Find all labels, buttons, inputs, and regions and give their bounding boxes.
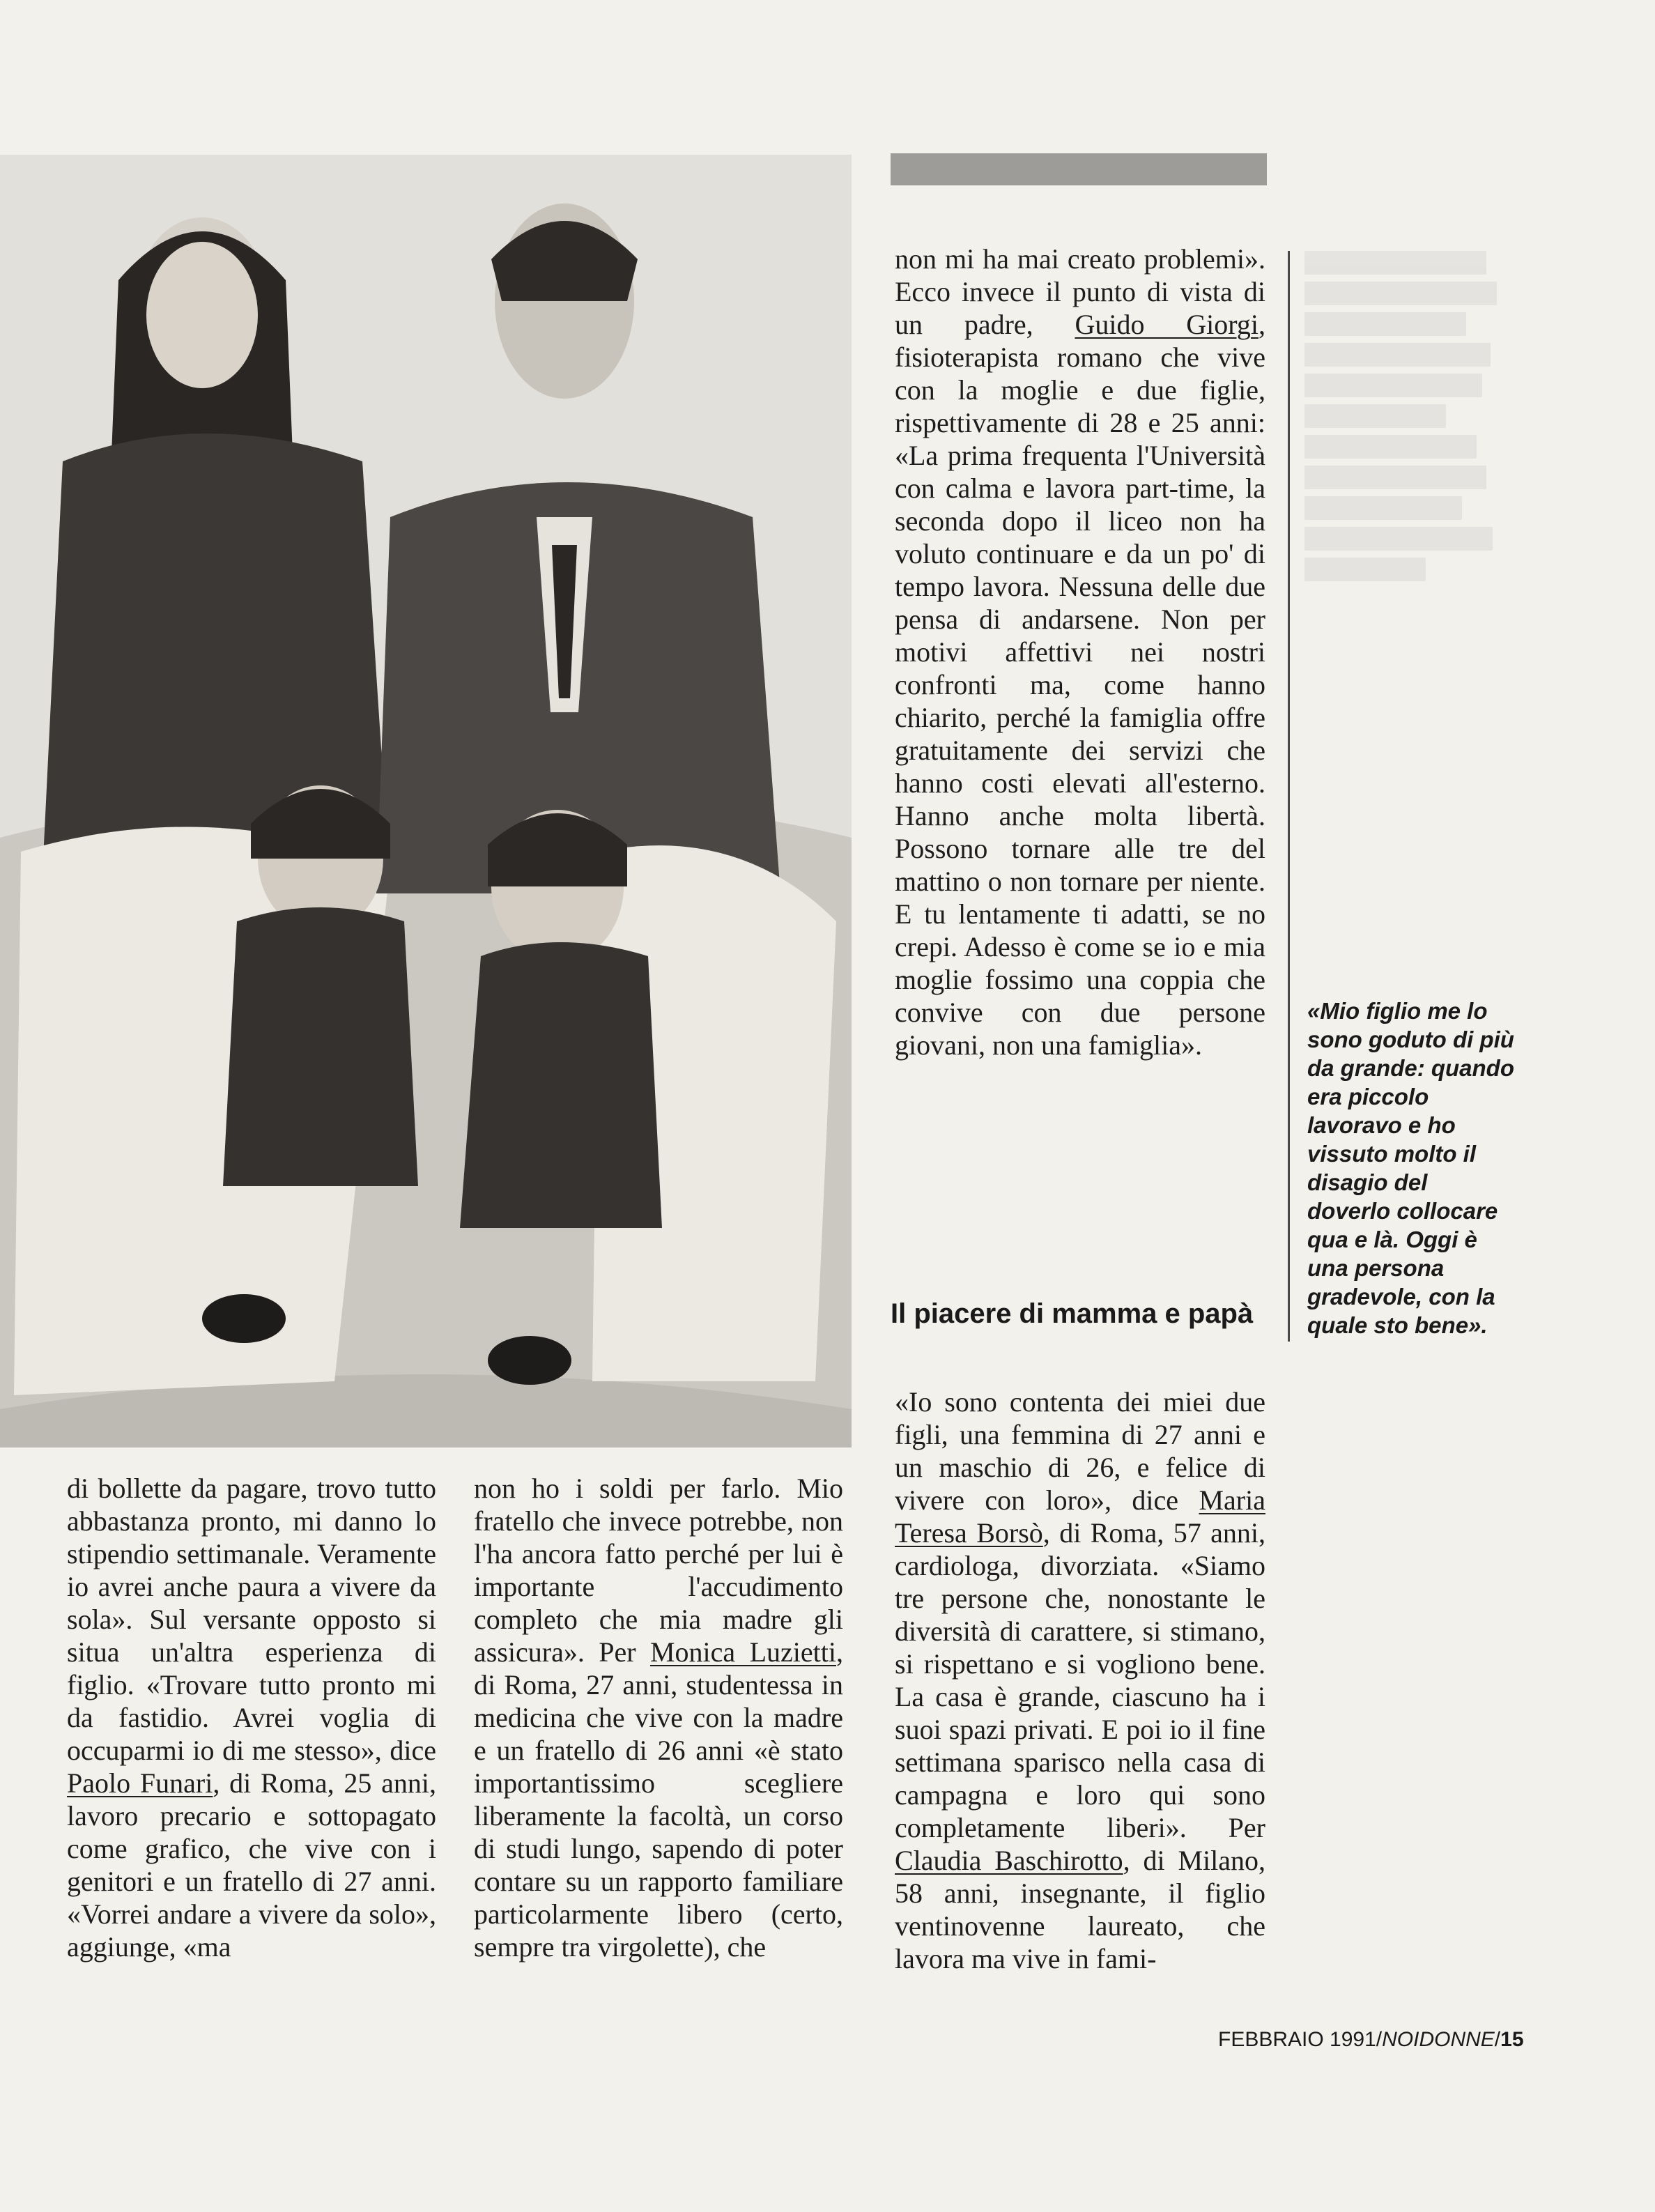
footer-magazine: NOIDONNE bbox=[1382, 2028, 1495, 2051]
section-header-bar bbox=[891, 153, 1267, 185]
footer-date: FEBBRAIO 1991/ bbox=[1218, 2028, 1383, 2051]
paragraph-paolo-funari bbox=[67, 1472, 436, 1963]
text-run: , di Roma, 27 anni, studentessa in medicina che vive con la madre e un fratello di 26 anni «è stato importantissimo scegliere liberamente la facoltà, un corso di studi lungo, sapendo di poter contare su un rapporto familiare particolarmente libero (certo, sempre tra virgolette), che bbox=[474, 1636, 843, 1963]
text-run: non ho i soldi per farlo. Mio fratello che invece potrebbe, non l'ha ancora fatto perché per lui è importante l'accudimento completo che mia madre gli assicura». Per bbox=[474, 1473, 843, 1668]
text-run: , fisioterapista romano che vive con la moglie e due figlie, rispettivamente di 28 e 25 anni: «La prima frequenta l'Università con calma e lavora part-time, la seconda dopo il liceo non ha voluto continuare e da un po' di tempo lavora. Nessuna delle due pensa di andarsene. Non per motivi affettivi nei nostri confronti ma, come hanno chiarito, perché la famiglia offre gratuitamente dei servizi che hanno costi elevati all'esterno. Hanno anche molta libertà. Possono tornare alle tre del mattino o non tornare per niente. E tu lentamente ti adatti, se no crepi. Adesso è come se io e mia moglie fossimo una coppia che convive con due persone giovani, non una famiglia». bbox=[895, 309, 1265, 1061]
text-run: , di Roma, 57 anni, cardiologa, divorziata. «Siamo tre persone che, nonostante le diversità di carattere, si stimano, si rispettano e si vogliono bene. La casa è grande, ciascuno ha i suoi spazi privati. E poi io il fine settimana sparisco nella casa di campagna e loro qui sono completamente liberi». Per bbox=[895, 1517, 1265, 1843]
article-column-middle bbox=[474, 1472, 843, 1963]
text-run: «Io sono contenta dei miei due figli, una femmina di 27 anni e un maschio di 26, e felice di vivere con loro», dice bbox=[895, 1386, 1265, 1516]
article-column-right-top bbox=[895, 243, 1265, 1061]
text-run: di bollette da pagare, trovo tutto abbastanza pronto, mi danno lo stipendio settimanale. Veramente io avrei anche paura a vivere da sola». Sul versante opposto si situa un'altra esperienza di figlio. «Trovare tutto pronto mi da fastidio. Avrei voglia di occuparmi io di me stesso», dice bbox=[67, 1473, 436, 1766]
bleed-through-text bbox=[1304, 251, 1507, 669]
name-maria-teresa-borso: Maria Teresa Borsò bbox=[895, 1484, 1265, 1549]
pull-quote: «Mio figlio me lo sono goduto di più da grande: quando era piccolo lavoravo e ho vissuto molto il disagio del doverlo collocare qua e là. Oggi è una persona gradevole, con la quale sto bene». bbox=[1307, 998, 1514, 1338]
text-run: , di Milano, 58 anni, insegnante, il figlio ventinovenne laureato, che lavora ma vive in fami- bbox=[895, 1845, 1265, 1974]
text-run: , di Roma, 25 anni, lavoro precario e sottopagato come grafico, che vive con i genitori e un fratello di 27 anni. «Vorrei andare a vivere da solo», aggiunge, «ma bbox=[67, 1767, 437, 1963]
name-paolo-funari: Paolo Funari bbox=[67, 1767, 213, 1799]
page-number: 15 bbox=[1500, 2028, 1524, 2051]
name-claudia-baschirotto: Claudia Baschirotto bbox=[895, 1845, 1123, 1876]
paragraph-maria-teresa bbox=[895, 1385, 1265, 1975]
subheading: Il piacere di mamma e papà bbox=[891, 1298, 1254, 1329]
paragraph-monica-luzietti bbox=[474, 1472, 843, 1963]
paragraph-guido-giorgi bbox=[895, 243, 1265, 1061]
family-portrait-icon bbox=[0, 155, 852, 1447]
family-portrait-photo bbox=[0, 155, 852, 1447]
footer-separator: / bbox=[1494, 2028, 1501, 2051]
column-divider bbox=[1288, 251, 1290, 1342]
article-column-left bbox=[67, 1472, 436, 1963]
article-column-right-bottom bbox=[895, 1385, 1265, 1975]
name-guido-giorgi: Guido Giorgi bbox=[1075, 309, 1258, 340]
text-run: non mi ha mai creato problemi». Ecco invece il punto di vista di un padre, bbox=[895, 243, 1265, 340]
page-footer bbox=[1218, 2028, 1524, 2052]
name-monica-luzietti: Monica Luzietti bbox=[649, 1636, 836, 1668]
